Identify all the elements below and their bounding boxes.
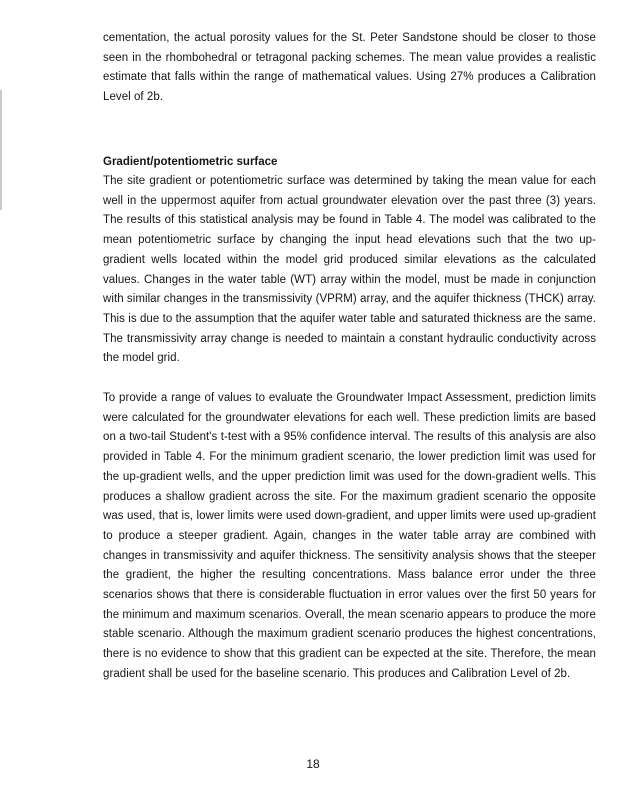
section-heading-gradient: Gradient/potentiometric surface xyxy=(103,156,278,168)
page-number: 18 xyxy=(306,757,320,771)
scan-edge-mark xyxy=(0,90,2,210)
paragraph-prediction-limits: To provide a range of values to evaluate the Groundwater Impact Assessment, prediction limits were calculated for the groundwater elevations for each well. These prediction limits are based on a two-tail Student's t-test with a 95% confidence interval. The results of this analysis are also provided in Table 4. For the minimum gradient scenario, the lower prediction limit was used for the up-gradient wells, and the upper prediction limit was used for the down-gradient wells. This produces a shallow gradient across the site. For the maximum gradient scenario the opposite was used, that is, lower limits were used down-gradient, and upper limits were used up-gradient to produce a steeper gradient. Again, changes in the water table array are combined with changes in transmissivity and aquifer thickness. The sensitivity analysis shows that the steeper the gradient, the higher the resulting concentrations. Mass balance error under the three scenarios shows that there is considerable fluctuation in error values over the first 50 years for the minimum and maximum scenarios. Overall, the mean scenario appears to produce the more stable scenario. Although the maximum gradient scenario produces the highest concentrations, there is no evidence to show that this gradient can be expected at the site. Therefore, the mean gradient shall be used for the baseline scenario. This produces and Calibration Level of 2b. xyxy=(103,392,596,680)
paragraph-gradient-method: The site gradient or potentiometric surface was determined by taking the mean value for each well in the uppermost aquifer from actual groundwater elevation over the past three (3) years. The results of this statistical analysis may be found in Table 4. The model was calibrated to the mean potentiometric surface by changing the input head elevations such that the two up-gradient wells located within the model grid produced similar elevations as the calculated values. Changes in the water table (WT) array within the model, must be made in conjunction with similar changes in the transmissivity (VPRM) array, and the aquifer thickness (THCK) array. This is due to the assumption that the aquifer water table and saturated thickness are the same. The transmissivity array change is needed to maintain a constant hydraulic conductivity across the model grid. xyxy=(103,175,596,365)
paragraph-porosity-conclusion: cementation, the actual porosity values for the St. Peter Sandstone should be closer to those seen in the rhombohedral or tetragonal packing schemes. The mean value provides a realistic estimate that falls within the range of mathematical values. Using 27% produces a Calibration Level of 2b. xyxy=(103,32,596,104)
